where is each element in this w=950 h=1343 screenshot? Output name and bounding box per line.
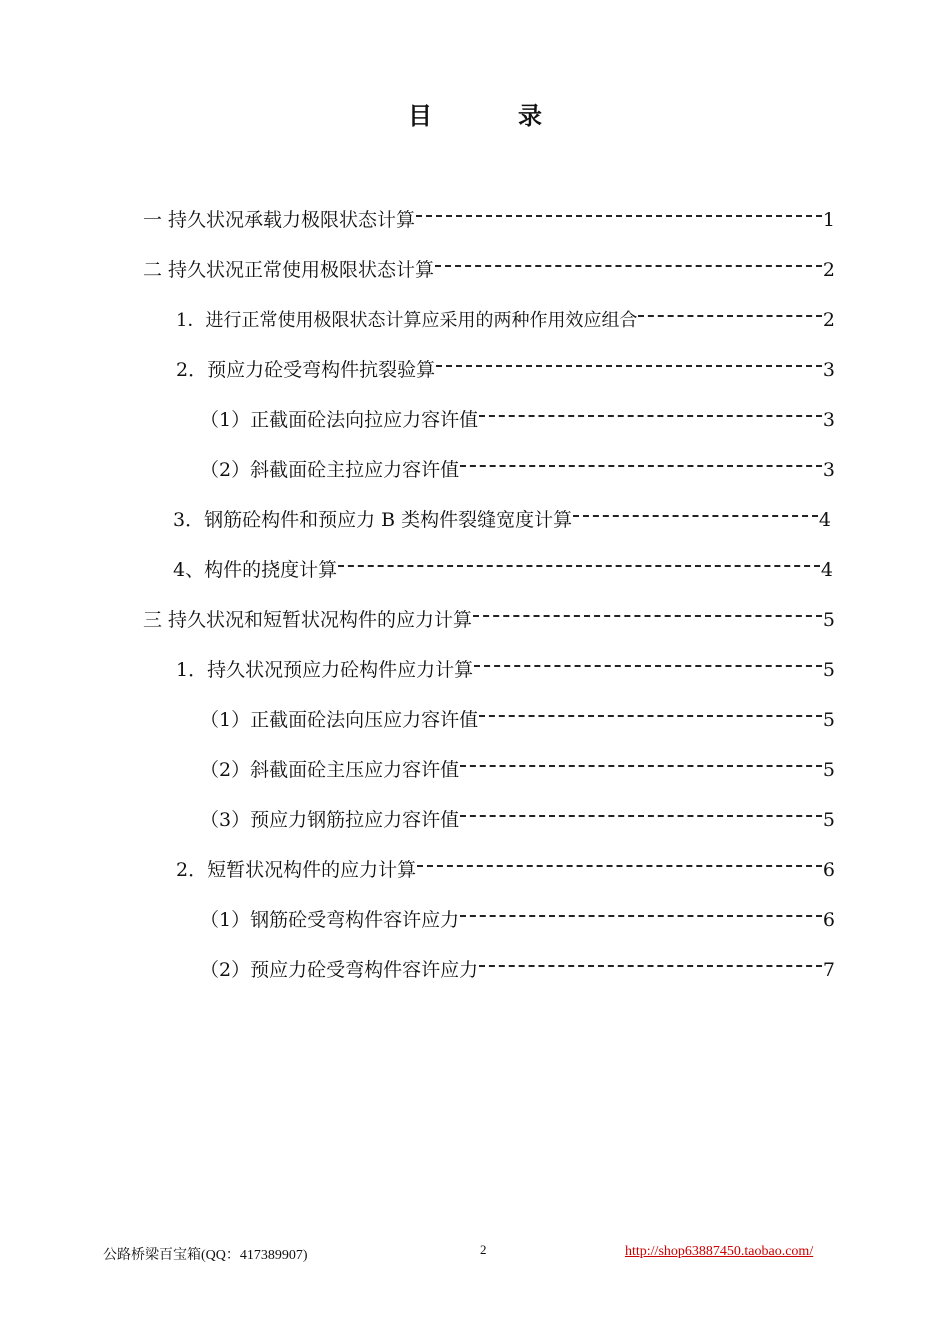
toc-entry-16[interactable]: [200, 946, 835, 981]
footer-contact: 公路桥梁百宝箱(QQ：417389907): [103, 1248, 308, 1263]
toc-leader: [473, 596, 822, 626]
toc-page-number: 5: [822, 659, 835, 681]
toc-leader: [460, 896, 822, 926]
toc-entry-label: （3）预应力钢筋拉应力容许值: [200, 809, 460, 831]
toc-entry-7[interactable]: [173, 496, 831, 531]
toc-page-number: 5: [822, 759, 835, 781]
toc-entry-label: （2）斜截面砼主拉应力容许值: [200, 459, 460, 481]
toc-entry-label: 三 持久状况和短暂状况构件的应力计算: [143, 609, 473, 631]
toc-leader: [638, 296, 821, 326]
toc-entry-label: 4、构件的挠度计算: [173, 559, 338, 581]
toc-page-number: 3: [822, 459, 835, 481]
toc-entry-3[interactable]: [176, 296, 835, 331]
toc-entry-11[interactable]: [200, 696, 835, 731]
toc-leader: [573, 496, 818, 526]
toc-entry-label: 3．钢筋砼构件和预应力 B 类构件裂缝宽度计算: [173, 509, 573, 531]
toc-entry-4[interactable]: [176, 346, 835, 381]
toc-entry-label: （1）正截面砼法向压应力容许值: [200, 709, 479, 731]
toc-page-number: 5: [822, 709, 835, 731]
toc-entry-label: 1．持久状况预应力砼构件应力计算: [176, 659, 474, 681]
footer-page-number: 2: [480, 1242, 487, 1257]
toc-page-number: 4: [818, 509, 831, 531]
toc-leader: [436, 346, 822, 376]
toc-entry-label: 2．预应力砼受弯构件抗裂验算: [176, 359, 436, 381]
title-char-2: 录: [518, 101, 542, 130]
toc-leader: [416, 196, 822, 226]
toc-page-number: 1: [822, 209, 835, 231]
toc-leader: [460, 796, 822, 826]
page-footer: [0, 1240, 950, 1264]
toc-page-number: 7: [822, 959, 835, 981]
toc-leader: [435, 246, 822, 276]
toc-leader: [479, 696, 822, 726]
toc-entry-label: 一 持久状况承载力极限状态计算: [143, 209, 416, 231]
toc-page-number: 3: [822, 409, 835, 431]
toc-page-number: 2: [822, 259, 835, 281]
toc-leader: [460, 746, 822, 776]
toc-page-number: 6: [822, 909, 835, 931]
toc-entry-label: （1）钢筋砼受弯构件容许应力: [200, 909, 460, 931]
toc-entry-8[interactable]: [173, 546, 833, 581]
toc-entry-2[interactable]: [143, 246, 835, 281]
toc-entry-14[interactable]: [176, 846, 835, 881]
toc-page-number: 6: [822, 859, 835, 881]
toc-leader: [474, 646, 822, 676]
toc-entry-6[interactable]: [200, 446, 835, 481]
toc-entry-9[interactable]: [143, 596, 835, 631]
toc-page-number: 4: [820, 559, 833, 581]
title-char-1: 目: [408, 101, 432, 130]
toc-page-number: 2: [822, 309, 835, 331]
toc-entry-label: 1．进行正常使用极限状态计算应采用的两种作用效应组合: [176, 310, 638, 331]
toc-leader: [479, 946, 822, 976]
toc-leader: [460, 446, 822, 476]
page-title: [0, 96, 950, 131]
toc-entry-12[interactable]: [200, 746, 835, 781]
toc-leader: [338, 546, 820, 576]
toc-entry-label: 2．短暂状况构件的应力计算: [176, 859, 417, 881]
footer-shop-link[interactable]: http://shop63887450.taobao.com/: [625, 1244, 814, 1259]
toc-entry-13[interactable]: [200, 796, 835, 831]
toc-entry-15[interactable]: [200, 896, 835, 931]
toc-page-number: 5: [822, 609, 835, 631]
toc-leader: [479, 396, 822, 426]
toc-entry-10[interactable]: [176, 646, 835, 681]
toc-entry-label: （2）斜截面砼主压应力容许值: [200, 759, 460, 781]
toc-entry-5[interactable]: [200, 396, 835, 431]
toc-page-number: 3: [822, 359, 835, 381]
toc-leader: [417, 846, 822, 876]
toc-entry-label: （2）预应力砼受弯构件容许应力: [200, 959, 479, 981]
toc-entry-label: 二 持久状况正常使用极限状态计算: [143, 259, 435, 281]
toc-entry-1[interactable]: [143, 196, 835, 231]
toc-entry-label: （1）正截面砼法向拉应力容许值: [200, 409, 479, 431]
toc-page-number: 5: [822, 809, 835, 831]
